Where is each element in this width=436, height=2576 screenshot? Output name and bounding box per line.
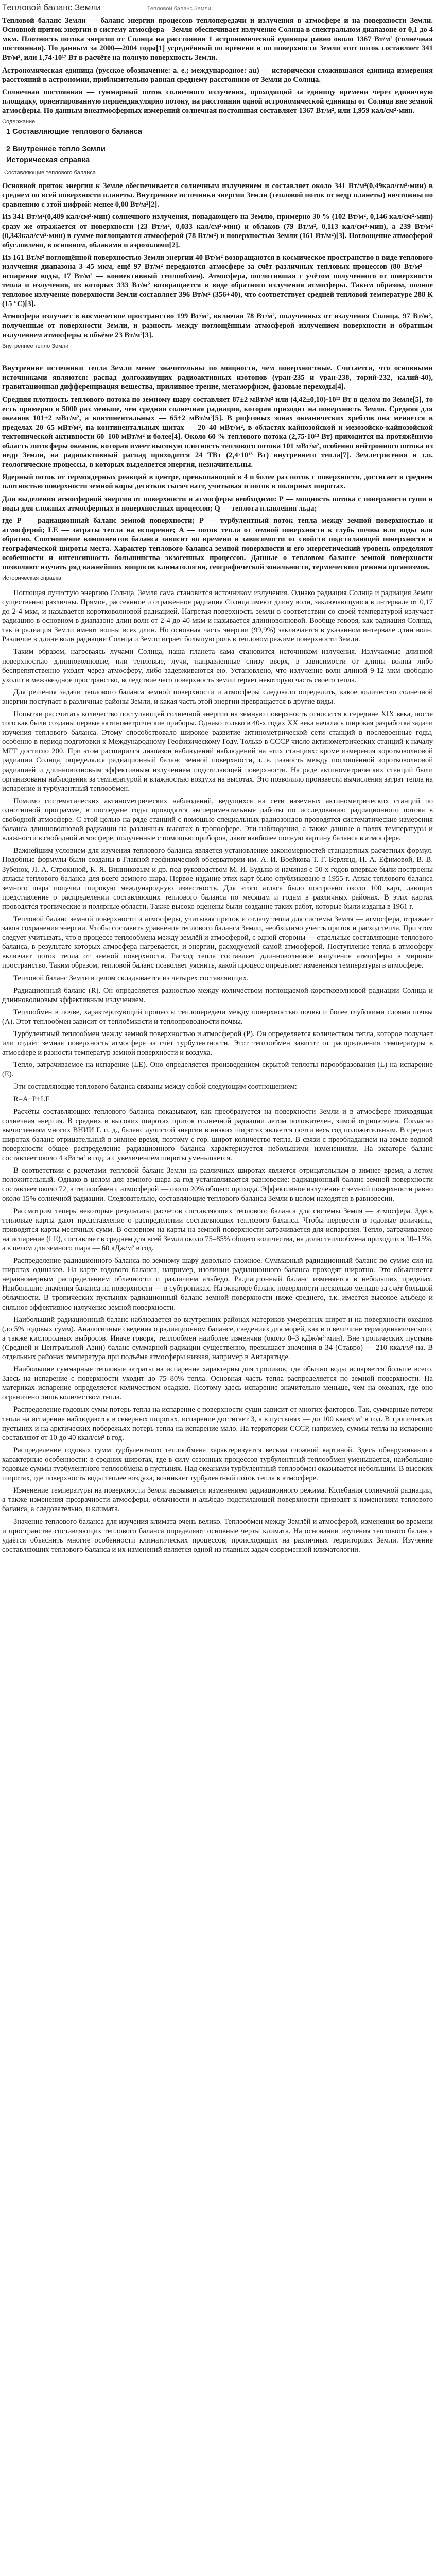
history-paragraph: Значение теплового баланса для изучения климата очень велико. Теплообмен между Землёй и атмосферой, изменения во времени и пространстве составляющих теплового баланса определяют основные черты климата. На основании изучения теплового баланса удаётся объяснить многие особенности климатических процессов, происходящих на различных территориях Земли. Изучение составляющих теплового баланса и их изменений является одной из главных задач современной климатологии. <box>2 1517 433 1554</box>
history-paragraph: Изменение температуры на поверхности Земли вызывается изменением радиационного режима. Колебания солнечной радиации, а также изменения прозрачности атмосферы, облачности и альбедо подстилающей поверхности приводят к изменениям теплового баланса, а следовательно, и климата. <box>2 1486 433 1514</box>
history-paragraph: Для решения задачи теплового баланса земной поверхности и атмосферы следовало определить, какое количество солнечной энергии поступает в различные районы Земли, и какая часть этой энергии превращается в другие виды. <box>2 688 433 706</box>
title-row <box>2 2 433 13</box>
history-paragraph: Теплообмен в почве, характеризующий процессы теплопередачи между поверхностью почвы и более глубокими слоями почвы (А). Этот теплообмен зависит от теплоёмкости и теплопроводности почвы. <box>2 1008 433 1026</box>
history-paragraph: Расчёты составляющих теплового баланса показывают, как преобразуется на поверхности Земли и в атмосфере приходящая солнечная энергия. В средних и высоких широтах приток солнечной радиации летом положителен, зимой отрицателен. Согласно вычислениям многих ВНИИ Г. и. д., баланс лучистой энергии в низких широтах является почти весь год положительным. В средних широтах баланс отрицательный в зимнее время, поэтому с гор. широт количество тепла. В связи с преобладанием на земле водной поверхности общее распределение радиационного баланса характеризуется небольшими изменениями. На экваторе баланс составляет около 4 кВт·м² в год, а с увеличением широты уменьшается. <box>2 1107 433 1163</box>
history-paragraph: Распределение годовых сумм турбулентного теплообмена характеризуется весьма сложной картиной. Здесь обнаруживаются характерные особенности: в средних широтах, где в силу сезонных процессов турбулентный теплообмен уменьшается, наибольшие годовые суммы турбулентного теплообмена в пустынях. Над океанами турбулентный теплообмен оказывается небольшим. В высоких широтах, где поверхность воды теплее воздуха, возникает турбулентный поток тепла к атмосфере. <box>2 1446 433 1483</box>
inner-heat-paragraph: Средняя плотность теплового потока по земному шару составляет 87±2 мВт/м² или (4,42±0,10)·10¹³ Вт в целом по Земле[5], то есть примерно в 5000 раз меньше, чем средняя солнечная радиация, которая приходит на поверхность Земли. Средняя для океанов 101±2 мВт/м², а континентальных — 65±2 мВт/м²[5]. В рифтовых зонах океанических хребтов она меняется в пределах 20–65 мВт/м², на континентальных щитах — 20–40 мВт/м², в областях кайнозойской и мезозойско-кайнозойской тектонической активности 60–100 мВт/м² и более[4]. Около 60 % теплового потока (2,75·10¹³ Вт) приходится на протяжённую область литосферы океанов, которая имеет высокую плотность теплового потока 101 мВт/м², особенно нейтронного потока из недр Земли, на радиоактивный распад приходится 24 ТВт (2,4·10¹³ Вт) внутреннего тепла[7]. Землетрясения и т.п. геологические процессы, в которых выделяется энергия, незначительны. <box>2 395 433 469</box>
section-spacer <box>2 584 433 588</box>
history-paragraph: Попытки рассчитать количество поступающей солнечной энергии на земную поверхность относятся к середине XIX века, после того как были созданы первые актинометрические приборы. Однако только в 40-х годах XX века началась широкая разработка задачи изучения теплового баланса. Этому способствовало широкое развитие актинометрической сети станций в послевоенные годы, особенно в период подготовки к Международному Геофизическому Году. Только в СССР число актинометрических станций к началу МГГ достигло 200. При этом расширился диапазон наблюдений наблюдений на этих станциях: кроме измерения коротковолновой радиации Солнца, определялся радиационный баланс земной поверхности, т. е. разность между поглощённой коротковолновой радиацией и длинноволновым эффективным излучением подстилающей поверхности. На ряде актинометрических станций были организованы наблюдения за температурой и влажностью воздуха на высотах. Это позволило произвести вычисления затрат тепла на испарение и турбулентный теплообмен. <box>2 710 433 793</box>
toc-item-inner-heat[interactable]: 2 Внутреннее тепло Земли <box>6 145 106 154</box>
history-paragraph: Распределение радиационного баланса по земному шару довольно сложное. Суммарный радиационный баланс по сумме сил на широтах одинаков. На карте годового баланса, например, изолинии радиационного баланса проходят широтно. Это объясняется неравномерным распределением облачности и различием альбедо. Радиационный баланс изменяется в небольших пределах. Наибольшие значения баланса на поверхности — в субтропиках. На экваторе баланс поверхности несколько меньше за счёт большой облачности. В тропических пустынях радиационный баланс земной поверхности ниже среднего, т.к. имеется высокое альбедо и сильное эффективное излучение земной поверхности. <box>2 1257 433 1312</box>
history-paragraph: Поглощая лучистую энергию Солнца, Земля сама становится источником излучения. Однако радиация Солнца и радиация Земли существенно различны. Прямое, рассеянное и отраженное радиация Солнца имеют длину волн, заключающуюся в интервале от 0,17 до 2-4 мкм, и называется коротковолновой радиацией. Нагретая поверхность земли в соответствии со своей температурой излучает радиацию в основном в диапазоне длин волн от 2-4 до 40 мкм и называется длинноволновой. Вообще говоря, как радиация Солнца, так и радиация Земли имеют волны всех длин. Но основная часть энергии (99,9%) заключается в указанном интервале длин волн. Различие в длине волн радиации Солнца и Земли играет большую роль в тепловом режиме поверхности Земли. <box>2 588 433 644</box>
history-paragraph: Распределение годовых сумм потерь тепла на испарение с поверхности суши зависит от многих факторов. Так, суммарные потери тепла на испарение наблюдаются в северных широтах, испарение достигает 3, а в пустынях — до 100 ккал/см² в год. В тропических пустынях и на арктических побережьях потерь тепла на испарение мало. На территории СССР, например, суммы тепла на испарение составляют от 10 до 40 ккал/см² в год. <box>2 1405 433 1442</box>
history-paragraph: Рассмотрим теперь некоторые результаты расчетов составляющих теплового баланса для системы Земля — атмосфера. Здесь тепловые карты дают представление о распределении составляющих теплового баланса. Чтобы перевести в годовые величины, приводятся карты месячных сумм. В основном на карты на земной поверхности затрачивается для испарения. Тепло, затрачиваемое на испарение (LE), составляет в среднем для всей Земли около 75–85% общего количества, на долю теплообмена приходится 10–15%, а в целом для земного шара — 60 кДж/м² в год. <box>2 1207 433 1252</box>
table-of-contents <box>2 128 433 165</box>
intro-paragraph: Тепловой баланс Земли — баланс энергии процессов теплопередачи и излучения в атмосфере и на поверхности Земли. Основной приток энергии в систему атмосфера—Земля обеспечивает излучение Солнца в спектральном диапазоне от 0,1 до 4 мкм. Плотность потока энергии от Солнца на расстоянии 1 астрономической единицы равно около 1367 Вт/м² (солнечная постоянная). По данным за 2000—2004 годы[1] усреднённый по времени и по поверхности Земли этот поток составляет 341 Вт/м², или 1,74·10¹⁷ Вт в расчёте на полную поверхность Земли. <box>2 16 433 62</box>
toc-item-balance[interactable]: 1 Составляющие теплового баланса <box>6 127 142 136</box>
history-paragraph: Важнейшим условием для изучения теплового баланса является установление закономерностей стандартных расчетных формул. Подобные формулы были созданы в Главной геофизической обсерватории им. А. И. Воейкова Т. Г. Берлянд, Н. А. Ефимовой, В. В. Зубенок, Л. А. Строкиной, К. Я. Винниковым и др. под руководством М. И. Будыко и начиная с 50-х годов впервые были построены атласы теплового баланса для всего земного шара. Первое издание этих карт было опубликовано в 1955 г. Атлас теплового баланса земного шара получил широкую международную известность. Для этого атласа было построено около 100 карт, дающих представление о распределении составляющих теплового баланса по месяцам и годам в различных районах. В этих картах проводятся тропические и полярные области. Также высоко оценены были создание таких работ, которые были изданы в 1961 г. <box>2 846 433 911</box>
inner-heat-paragraph: Для выделения атмосферной энергии от поверхности и атмосферы необходимо: Р — мощность потока с поверхности суши и воды для сложных атмосферных и поверхностных процессов; Q — теплота плавления льда; <box>2 495 433 513</box>
section-caption-balance: Составляющие теплового баланса <box>4 169 96 176</box>
history-paragraph: Тепло, затрачиваемое на испарение (LE). Оно определяется произведением скрытой теплоты парообразования (L) на испарение (E). <box>2 1061 433 1079</box>
balance-equation: R=A+P+LE <box>13 1095 50 1104</box>
history-paragraph: Радиационный баланс (R). Он определяется разностью между количеством поглощаемой коротковолновой радиации Солнца и длинноволновым эффективным излучением. <box>2 986 433 1004</box>
balance-paragraph: Основной приток энергии к Земле обеспечивается солнечным излучением и составляет около 341 Вт/м²(0,49кал/см²·мин) в среднем по всей поверхности планеты. Внутренние источники энергии Земли (тепловой поток от недр планеты) ничтожны по сравнению с этой цифрой: менее 0,08 Вт/м²[2]. <box>2 182 433 209</box>
history-paragraph: Помимо систематических актинометрических наблюдений, ведущихся на сети наземных актинометрических станций по однотипной программе, в последние годы проводятся экспериментальные работы по исследованию радиационного потока в свободной атмосфере. С этой целью на ряде станций с помощью специальных радиозондов проводятся систематические измерения баланса длинноволновой радиации на различных высотах в тропосфере. Эти наблюдения, а также данные о полях температуры и влажности в свободной атмосфере, полученные с помощью приборов, дают наиболее полную картину баланса в атмосфере. <box>2 796 433 843</box>
inner-heat-paragraph: где P — радиационный баланс земной поверхности; P — турбулентный поток тепла между земной поверхностью и атмосферой; LE — затраты тепла на испарение; A — поток тепла от земной поверхности к глубь почвы или воды или обратно. Соотношение компонентов баланса зависит во времени и зависимости от свойств подстилающей поверхности и географической широты места. Характер теплового баланса земной поверхности и его энергетический уровень определяют особенности и интенсивность большинства экзогенных процессов. Данные о тепловом балансе земной поверхности позволяют изучать ряд важнейших вопросов климатологии, географической зональности, термического режима организмов. <box>2 516 433 572</box>
balance-paragraph: Из 341 Вт/м²(0,489 кал/см²·мин) солнечного излучения, попадающего на Землю, примерно 30 % (102 Вт/м², 0,146 кал/см²·мин) сразу же отражается от поверхности (23 Вт/м², 0,033 кал/см²·мин) и облаков (79 Вт/м², 0,113 кал/см²·мин), а 239 Вт/м² (0,343кал/см²·мин) в сумме поглощаются атмосферой (78 Вт/м²) и поверхностью Земли (161 Вт/м²)[3]. Поглощение атмосферой обусловлено, в основном, облаками и аэрозолями[2]. <box>2 213 433 249</box>
toc-item-history[interactable]: Историческая справка <box>6 156 90 164</box>
intro-paragraph: Солнечная постоянная — суммарный поток солнечного излучения, проходящий за единицу времени через единичную площадку, ориентированную перпендикулярно потоку, на расстоянии одной астрономической единицы от Солнца вне земной атмосферы. По данным внеатмосферных измерений солнечная постоянная составляет 1367 Вт/м², или 1,959 кал/см²·мин. <box>2 88 433 115</box>
history-paragraph: Тепловой баланс Земли в целом складывается из четырех составляющих. <box>13 974 249 982</box>
section-caption-history: Историческая справка <box>2 575 61 582</box>
history-paragraph: Турбулентный теплообмен между земной поверхностью и атмосферой (P). Он определяется количеством тепла, которое получает или отдаёт земная поверхность атмосфере за счёт турбулентности. Этот теплообмен зависит от распределения температуры в атмосфере и разности температур земной поверхности и воздуха. <box>2 1030 433 1057</box>
page-title: Тепловой баланс Земли <box>2 3 101 12</box>
inner-heat-paragraph: Внутренние источники тепла Земли менее значительны по мощности, чем поверхностные. Считается, что основными источниками являются: распад долгоживущих радиоактивных изотопов (уран-235 и уран-238, торий-232, калий-40), гравитационная дифференциация вещества, приливное трение, метаморфизм, фазовые переходы[4]. <box>2 364 433 392</box>
history-paragraph: Тепловой баланс земной поверхности и атмосферы, учитывая приток и отдачу тепла для системы Земля — атмосфера, отражает закон сохранения энергии. Чтобы составить уравнение теплового баланса Земли, необходимо учесть приток и расход тепла. При этом следует учитывать, что в процессе теплообмена между землёй и атмосферой, с одной стороны — отдельные составляющие теплового баланса, в результате которых атмосфера нагревается, и энергии, расходуемой самой атмосферой. Поступление тепла в атмосферу включает поток тепла от земной поверхности. Расход тепла составляет длинноволновое излучение атмосферы в мировое пространство. Таким образом, тепловой баланс позволяет уяснить, какой процесс определяет изменения температуры в атмосфере. <box>2 914 433 970</box>
section-caption-inner-heat: Внутреннее тепло Земли <box>2 343 69 349</box>
balance-paragraph: Из 161 Вт/м² поглощённой поверхностью Земли энергии 40 Вт/м² возвращаются в космическое пространство в виде теплового излучения диапазона 3–45 мкм, ещё 97 Вт/м² передаются атмосфере за счёт различных тепловых процессов (80 Вт/м² — испарение воды, 17 Вт/м² — конвективный теплообмен). Атмосфера, поглотившая с учётом полученного от поверхности тепла и излучения, из которых 333 Вт/м² возвращается в виде обратного излучения атмосферы. Таким образом, полное тепловое излучение поверхности Земли составляет 396 Вт/м² (356+40), что соответствует средней тепловой температуре 288 К (15 °C)[3]. <box>2 253 433 309</box>
history-paragraph: Наибольший радиационный баланс наблюдается во внутренних районах материков умеренных широт и на поверхности океанов (до 5% годовых сумм). Аналогичные сведения о радиационном балансе, сведениях для морей, как и о величине термодинамического, а также кислородных выбросов. Иначе говоря, теплообмен наиболее изменчив (около 0–3 кДж/м²·мин). Вне тропических пустынь (Средней и Центральной Азии) баланс суммарной радиации существенно, превышает значения в 34 (Ставро) — 210 ккал/м² на. В отдельных районах температура при подъёме атмосферы низкая, например в Антарктиде. <box>2 1315 433 1362</box>
inner-heat-paragraph: Ядерный поток от термоядерных реакций в центре, превышающий в 4 и более раз поток с поверхности, достигает в среднем плотностью поверхности земной коры десятков тысяч ватт, учитывая и поток в полярных широтах. <box>2 473 433 491</box>
history-paragraph: Таким образом, нагреваясь лучами Солнца, наша планета сама становится источником излучения. Излучаемые длинной поверхностью длинноволновые, или тепловые, лучи, направленные снизу вверх, в зависимости от длины волны либо беспрепятственно уходят через атмосферу, либо задерживаются ею. Установлено, что излучение волн длиной 9-12 мкм свободно уходит в межзвездное пространство, вследствие чего поверхность земли теряет некоторую часть своего тепла. <box>2 648 433 684</box>
figure-divider <box>2 352 424 360</box>
history-paragraph: Наибольшие суммарные тепловые затраты на испарение характерны для тропиков, где обычно воды испаряется больше всего. Здесь на испарение с поверхности уходит до 75–80% тепла. Основная часть тепла распределяется по земной поверхности. На материках испарение определяется количеством осадков. Поэтому здесь испарение значительно меньше, чем на океанах, где оно ограничено лишь количеством тепла. <box>2 1365 433 1402</box>
balance-paragraph: Атмосфера излучает в космическое пространство 199 Вт/м², включая 78 Вт/м², полученных от излучения Солнца, 97 Вт/м², полученные от поверхности Земли, и разность между поглощённым атмосферой излучением поверхности и обратным излучением атмосферы в объёме 23 Вт/м²[3]. <box>2 312 433 340</box>
history-paragraph: В соответствии с расчетами тепловой баланс Земли на различных широтах является отрицательным в зимнее время, а летом положительный. Однако в целом для земного шара за год устанавливается равновесие: радиационный баланс земной поверхности составляет около 72, а теплообмен с атмосферой — около 20% общего прихода. Эффективное излучение с земной поверхности равно около 15% солнечной радиации. Следовательно, составляющие теплового баланса Земли в целом находятся в равновесии. <box>2 1166 433 1203</box>
toc-heading: Содержание <box>2 118 36 125</box>
history-paragraph: Эти составляющие теплового баланса связаны между собой следующим соотношением: <box>13 1082 297 1091</box>
site-tag: Тепловой баланс Земли <box>147 6 211 12</box>
intro-paragraph: Астрономическая единица (русское обозначение: а. е.; международное: au) — исторически сложившаяся единица измерения расстояний в астрономии, приблизительно равная среднему расстоянию от Земли до Солнца. <box>2 66 433 84</box>
